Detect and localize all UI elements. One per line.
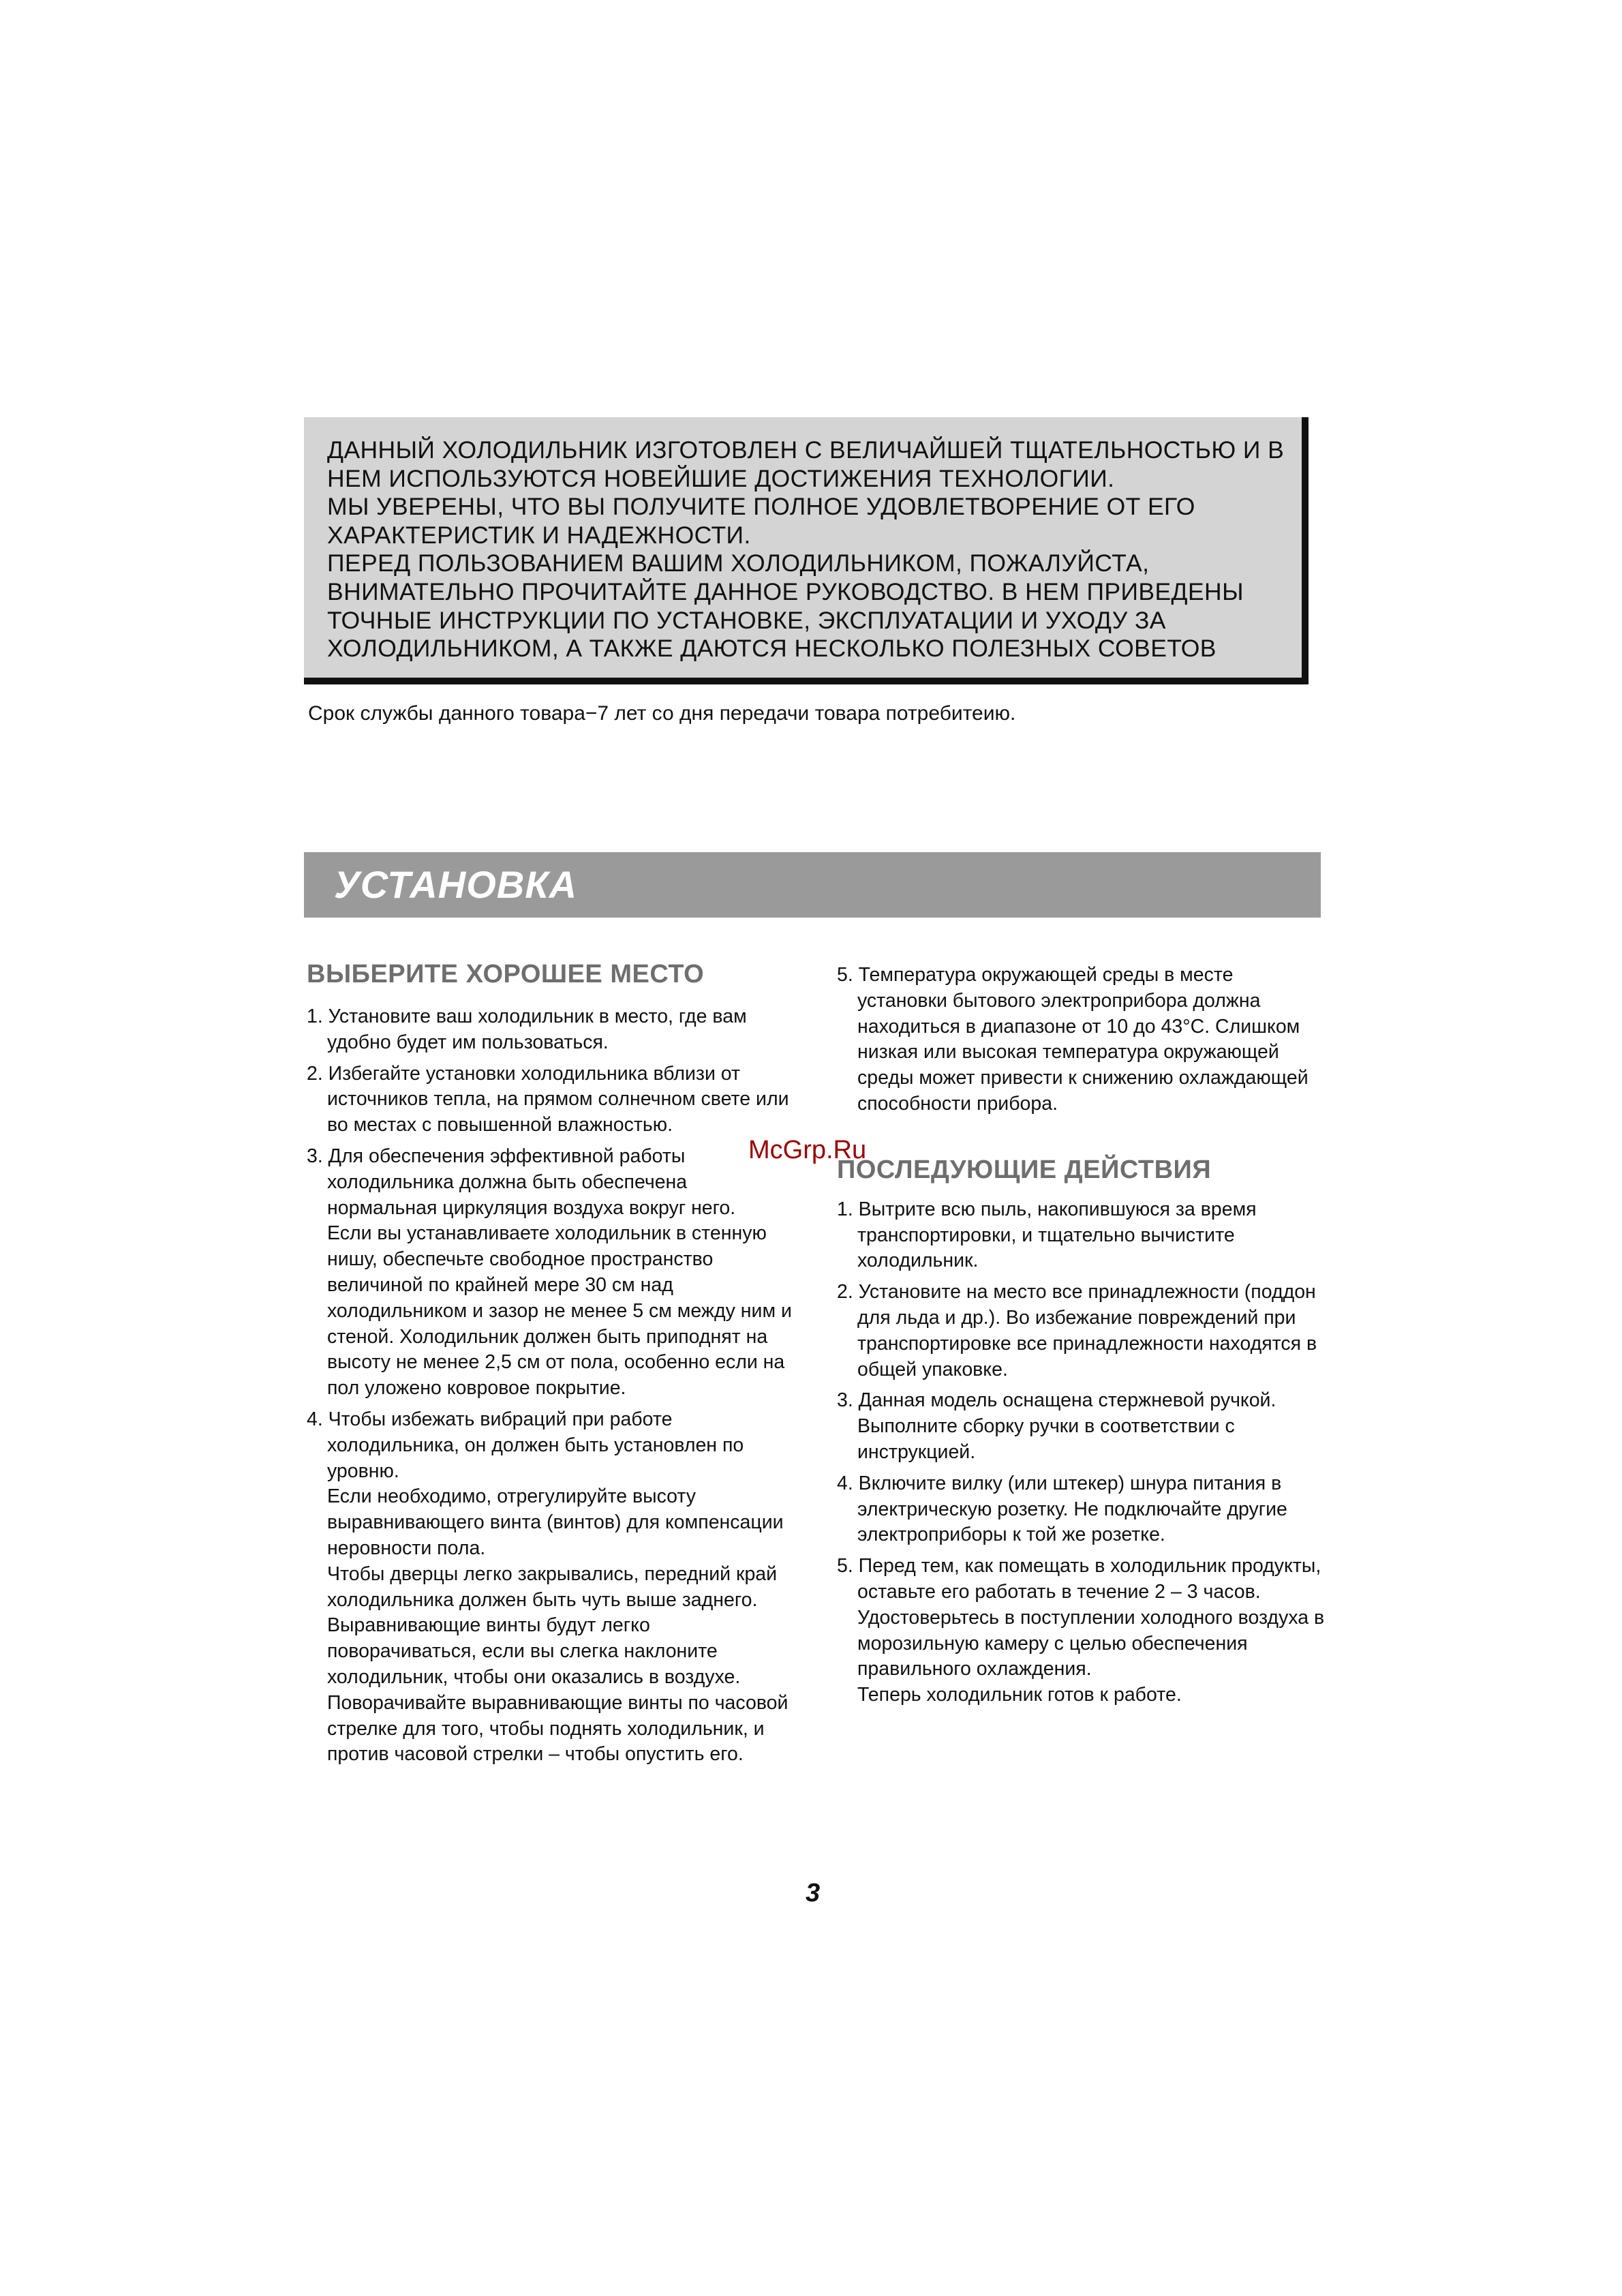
list-item-line: холодильника должна быть обеспечена [327,1170,688,1193]
intro-line: НЕМ ИСПОЛЬЗУЮТСЯ НОВЕЙШИЕ ДОСТИЖЕНИЯ ТЕХНОЛОГИИ. [327,464,1115,492]
list-item-line: 3. Данная модель оснащена стержневой ручкой. [837,1389,1276,1412]
list-item-line: транспортировке все принадлежности находятся в [857,1332,1317,1355]
intro-line: ХОЛОДИЛЬНИКОМ, А ТАКЖЕ ДАЮТСЯ НЕСКОЛЬКО ПОЛЕЗНЫХ СОВЕТОВ [327,635,1216,663]
choose-place-heading: ВЫБЕРИТЕ ХОРОШЕЕ МЕСТО [307,960,705,988]
list-item-line: общей упаковке. [857,1358,1008,1380]
intro-line: ПЕРЕД ПОЛЬЗОВАНИЕМ ВАШИМ ХОЛОДИЛЬНИКОМ, ПОЖАЛУЙСТА, [327,549,1150,577]
watermark-text: McGrp.Ru [748,1136,867,1164]
list-item [307,1144,797,1402]
list-item-line: инструкцией. [857,1440,976,1463]
list-item-line: во местах с повышенной влажностью. [327,1114,673,1136]
page-number: 3 [806,1879,821,1907]
list-item-line: 3. Для обеспечения эффективной работы [307,1145,686,1167]
list-item-line: 2. Избегайте установки холодильника вблизи от [307,1062,741,1085]
list-item-line: стеной. Холодильник должен быть приподнят на [327,1325,768,1348]
list-item-line: Теперь холодильник готов к работе. [857,1684,1182,1706]
list-item-line: поворачиваться, если вы слегка наклоните [327,1640,718,1663]
list-item-line: Выравнивающие винты будут легко [327,1614,650,1637]
list-item-line: холодильника должен быть чуть выше заднего. [327,1588,758,1611]
list-item [837,1280,1328,1383]
list-item-line: нормальная циркуляция воздуха вокруг него. [327,1196,736,1219]
list-item-line: 5. Перед тем, как помещать в холодильник продукты, [837,1555,1321,1577]
list-item-line: пол уложено ковровое покрытие. [327,1377,626,1400]
list-item-line: нишу, обеспечьте свободное пространство [327,1248,714,1271]
list-item-line: морозильную камеру с целью обеспечения [857,1632,1248,1655]
right-column [837,963,1328,1714]
left-column [307,960,797,1773]
list-item-line: 5. Температура окружающей среды в месте [837,964,1234,986]
list-item-line: для льда и др.). Во избежание повреждений при [857,1306,1296,1329]
list-item-line: против часовой стрелки – чтобы опустить его. [327,1743,744,1766]
list-item-line: неровности пола. [327,1537,486,1559]
list-item-line: холодильник, чтобы они оказались в воздухе. [327,1665,741,1688]
list-item-line: низкая или высокая температура окружающей [857,1041,1279,1063]
list-item-line: оставьте его работать в течение 2 – 3 часов. [857,1580,1261,1603]
intro-notice-box [304,417,1309,684]
list-item [837,1471,1328,1548]
list-item-line: Чтобы дверцы легко закрывались, передний край [327,1562,778,1585]
list-item-line: уровню. [327,1460,399,1482]
list-item-line: высоту не менее 2,5 см от пола, особенно если на [327,1351,785,1374]
list-item-line: правильного охлаждения. [857,1658,1092,1680]
section-banner [304,852,1321,918]
list-item-line: транспортировки, и тщательно вычистите [857,1224,1235,1246]
list-item-line: установки бытового электроприбора должна [857,989,1261,1012]
list-item [837,1388,1328,1465]
list-item [307,1004,797,1056]
intro-line: ДАННЫЙ ХОЛОДИЛЬНИК ИЗГОТОВЛЕН С ВЕЛИЧАЙШЕЙ ТЩАТЕЛЬНОСТЬЮ И В [327,436,1285,464]
list-item-line: 1. Вытрите всю пыль, накопившуюся за время [837,1198,1257,1220]
list-item [837,1554,1328,1708]
list-item-line: холодильник. [857,1250,979,1272]
list-item-line: электрическую розетку. Не подключайте другие [857,1498,1287,1520]
service-life-note: Срок службы данного товара−7 лет со дня передачи товара потребитеию. [308,702,1016,725]
list-item-line: способности прибора. [857,1092,1058,1115]
list-item-line: удобно будет им пользоваться. [327,1031,609,1053]
list-item-line: электроприборы к той же розетке. [857,1524,1165,1546]
list-item-line: находиться в диапазоне от 10 до 43°С. Слишком [857,1015,1300,1038]
intro-line: ХАРАКТЕРИСТИК И НАДЕЖНОСТИ. [327,521,751,549]
list-item-line: Выполните сборку ручки в соответствии с [857,1415,1235,1438]
list-item-line: среды может привести к снижению охлаждающей [857,1067,1309,1089]
list-item-line: 4. Чтобы избежать вибраций при работе [307,1408,673,1430]
list-item-line: Поворачивайте выравнивающие винты по часовой [327,1691,789,1714]
list-item-line: выравнивающего винта (винтов) для компенсации [327,1511,784,1534]
list-item-line: величиной по крайней мере 30 см над [327,1273,673,1296]
list-item-line: Удостоверьтесь в поступлении холодного воздуха в [857,1606,1325,1629]
list-item-line: 2. Установите на место все принадлежности (поддон [837,1281,1316,1303]
list-item-line: Если необходимо, отрегулируйте высоту [327,1485,696,1508]
list-item [307,1407,797,1768]
list-item-line: Если вы устанавливаете холодильник в стенную [327,1222,767,1245]
list-item-line: источников тепла, на прямом солнечном свете или [327,1088,789,1111]
list-item-line: холодильником и зазор не менее 5 см между ним и [327,1299,792,1322]
list-item-line: 1. Установите ваш холодильник в место, где вам [307,1006,747,1027]
intro-line: ТОЧНЫЕ ИНСТРУКЦИИ ПО УСТАНОВКЕ, ЭКСПЛУАТАЦИИ И УХОДУ ЗА [327,606,1166,634]
list-item [307,1061,797,1138]
list-item-line: стрелке для того, чтобы поднять холодильник, и [327,1717,765,1740]
list-item-line: холодильника, он должен быть установлен по [327,1434,744,1456]
intro-line: ВНИМАТЕЛЬНО ПРОЧИТАЙТЕ ДАННОЕ РУКОВОДСТВО. В НЕМ ПРИВЕДЕНЫ [327,577,1244,605]
intro-line: МЫ УВЕРЕНЫ, ЧТО ВЫ ПОЛУЧИТЕ ПОЛНОЕ УДОВЛЕТВОРЕНИЕ ОТ ЕГО [327,493,1195,521]
list-item [837,963,1328,1117]
section-title: УСТАНОВКА [334,863,578,906]
list-item [837,1197,1328,1274]
next-steps-heading: ПОСЛЕДУЮЩИЕ ДЕЙСТВИЯ [837,1155,1212,1184]
list-item-line: 4. Включите вилку (или штекер) шнура питания в [837,1472,1282,1494]
